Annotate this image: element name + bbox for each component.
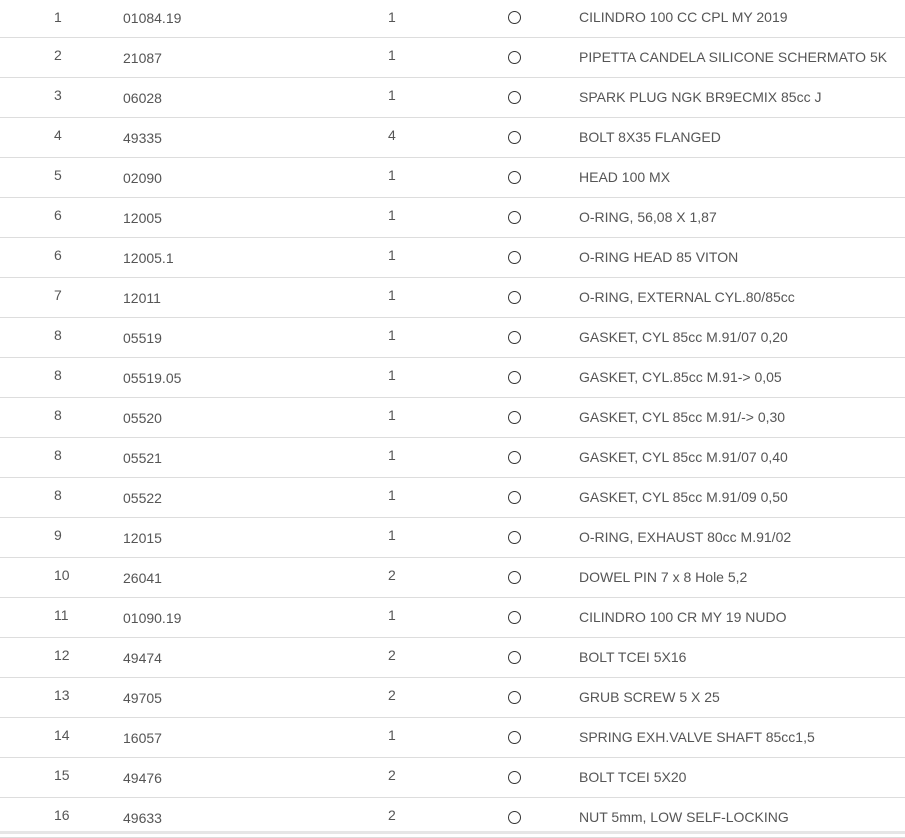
table-row <box>0 238 905 278</box>
part-description: HEAD 100 MX <box>579 169 671 185</box>
part-code: 49474 <box>123 650 162 666</box>
quantity: 1 <box>388 447 396 463</box>
quantity: 1 <box>388 87 396 103</box>
part-code: 12005 <box>123 210 162 226</box>
select-radio[interactable] <box>508 691 521 704</box>
quantity: 1 <box>388 287 396 303</box>
select-radio[interactable] <box>508 771 521 784</box>
part-description: CILINDRO 100 CC CPL MY 2019 <box>579 9 788 25</box>
quantity: 1 <box>388 207 396 223</box>
select-radio[interactable] <box>508 11 521 24</box>
part-code: 05522 <box>123 490 162 506</box>
select-radio[interactable] <box>508 811 521 824</box>
part-code: 05519 <box>123 330 162 346</box>
select-radio[interactable] <box>508 131 521 144</box>
quantity: 1 <box>388 607 396 623</box>
table-row <box>0 398 905 438</box>
table-row <box>0 118 905 158</box>
table-row <box>0 638 905 678</box>
part-description: O-RING HEAD 85 VITON <box>579 249 739 265</box>
position-number: 5 <box>54 167 62 183</box>
table-row <box>0 718 905 758</box>
position-number: 6 <box>54 247 62 263</box>
part-code: 12011 <box>123 290 161 306</box>
select-radio[interactable] <box>508 451 521 464</box>
table-row <box>0 78 905 118</box>
position-number: 1 <box>54 9 62 25</box>
select-radio[interactable] <box>508 331 521 344</box>
part-code: 05521 <box>123 450 162 466</box>
part-description: NUT 5mm, LOW SELF-LOCKING <box>579 809 789 825</box>
part-description: GASKET, CYL 85cc M.91/07 0,20 <box>579 329 788 345</box>
select-radio[interactable] <box>508 571 521 584</box>
quantity: 2 <box>388 767 396 783</box>
position-number: 10 <box>54 567 70 583</box>
part-code: 49633 <box>123 810 162 826</box>
table-row <box>0 478 905 518</box>
position-number: 9 <box>54 527 62 543</box>
part-code: 05519.05 <box>123 370 182 386</box>
select-radio[interactable] <box>508 211 521 224</box>
quantity: 2 <box>388 807 396 823</box>
select-radio[interactable] <box>508 491 521 504</box>
part-description: GASKET, CYL 85cc M.91/09 0,50 <box>579 489 788 505</box>
select-radio[interactable] <box>508 651 521 664</box>
quantity: 1 <box>388 487 396 503</box>
part-description: O-RING, EXHAUST 80cc M.91/02 <box>579 529 792 545</box>
quantity: 1 <box>388 367 396 383</box>
select-radio[interactable] <box>508 611 521 624</box>
position-number: 16 <box>54 807 70 823</box>
quantity: 2 <box>388 567 396 583</box>
quantity: 1 <box>388 47 396 63</box>
part-code: 26041 <box>123 570 162 586</box>
table-row <box>0 318 905 358</box>
select-radio[interactable] <box>508 411 521 424</box>
position-number: 12 <box>54 647 70 663</box>
part-code: 12015 <box>123 530 162 546</box>
part-code: 49705 <box>123 690 162 706</box>
select-radio[interactable] <box>508 251 521 264</box>
part-code: 12005.1 <box>123 250 174 266</box>
select-radio[interactable] <box>508 51 521 64</box>
quantity: 2 <box>388 647 396 663</box>
part-description: GASKET, CYL 85cc M.91/-> 0,30 <box>579 409 786 425</box>
part-description: SPARK PLUG NGK BR9ECMIX 85cc J <box>579 89 822 105</box>
quantity: 1 <box>388 727 396 743</box>
position-number: 4 <box>54 127 62 143</box>
position-number: 8 <box>54 407 62 423</box>
part-description: PIPETTA CANDELA SILICONE SCHERMATO 5K <box>579 49 888 65</box>
select-radio[interactable] <box>508 731 521 744</box>
table-row <box>0 358 905 398</box>
select-radio[interactable] <box>508 171 521 184</box>
part-description: BOLT 8X35 FLANGED <box>579 129 721 145</box>
quantity: 1 <box>388 167 396 183</box>
part-description: GASKET, CYL.85cc M.91-> 0,05 <box>579 369 782 385</box>
quantity: 1 <box>388 9 396 25</box>
table-row <box>0 438 905 478</box>
position-number: 15 <box>54 767 70 783</box>
part-description: CILINDRO 100 CR MY 19 NUDO <box>579 609 787 625</box>
quantity: 1 <box>388 407 396 423</box>
part-description: GRUB SCREW 5 X 25 <box>579 689 720 705</box>
select-radio[interactable] <box>508 371 521 384</box>
quantity: 1 <box>388 527 396 543</box>
position-number: 11 <box>54 607 69 623</box>
position-number: 8 <box>54 327 62 343</box>
select-radio[interactable] <box>508 531 521 544</box>
table-row <box>0 0 905 38</box>
part-description: BOLT TCEI 5X16 <box>579 649 687 665</box>
table-row <box>0 678 905 718</box>
part-code: 16057 <box>123 730 162 746</box>
select-radio[interactable] <box>508 91 521 104</box>
table-row <box>0 278 905 318</box>
part-description: BOLT TCEI 5X20 <box>579 769 687 785</box>
part-code: 05520 <box>123 410 162 426</box>
part-description: SPRING EXH.VALVE SHAFT 85cc1,5 <box>579 729 815 745</box>
part-code: 49335 <box>123 130 162 146</box>
part-description: DOWEL PIN 7 x 8 Hole 5,2 <box>579 569 748 585</box>
part-code: 01090.19 <box>123 610 182 626</box>
quantity: 2 <box>388 687 396 703</box>
table-row <box>0 758 905 798</box>
part-code: 49476 <box>123 770 162 786</box>
select-radio[interactable] <box>508 291 521 304</box>
part-code: 01084.19 <box>123 10 182 26</box>
part-code: 02090 <box>123 170 162 186</box>
position-number: 8 <box>54 447 62 463</box>
position-number: 2 <box>54 47 62 63</box>
part-code: 21087 <box>123 50 162 66</box>
position-number: 7 <box>54 287 62 303</box>
quantity: 1 <box>388 247 396 263</box>
table-row <box>0 38 905 78</box>
part-description: O-RING, 56,08 X 1,87 <box>579 209 717 225</box>
part-description: O-RING, EXTERNAL CYL.80/85cc <box>579 289 795 305</box>
position-number: 8 <box>54 487 62 503</box>
table-row <box>0 518 905 558</box>
position-number: 13 <box>54 687 70 703</box>
quantity: 4 <box>388 127 396 143</box>
position-number: 6 <box>54 207 62 223</box>
table-row <box>0 198 905 238</box>
position-number: 14 <box>54 727 70 743</box>
position-number: 8 <box>54 367 62 383</box>
table-row <box>0 558 905 598</box>
quantity: 1 <box>388 327 396 343</box>
table-row <box>0 158 905 198</box>
position-number: 3 <box>54 87 62 103</box>
part-code: 06028 <box>123 90 162 106</box>
table-row <box>0 598 905 638</box>
part-description: GASKET, CYL 85cc M.91/07 0,40 <box>579 449 788 465</box>
